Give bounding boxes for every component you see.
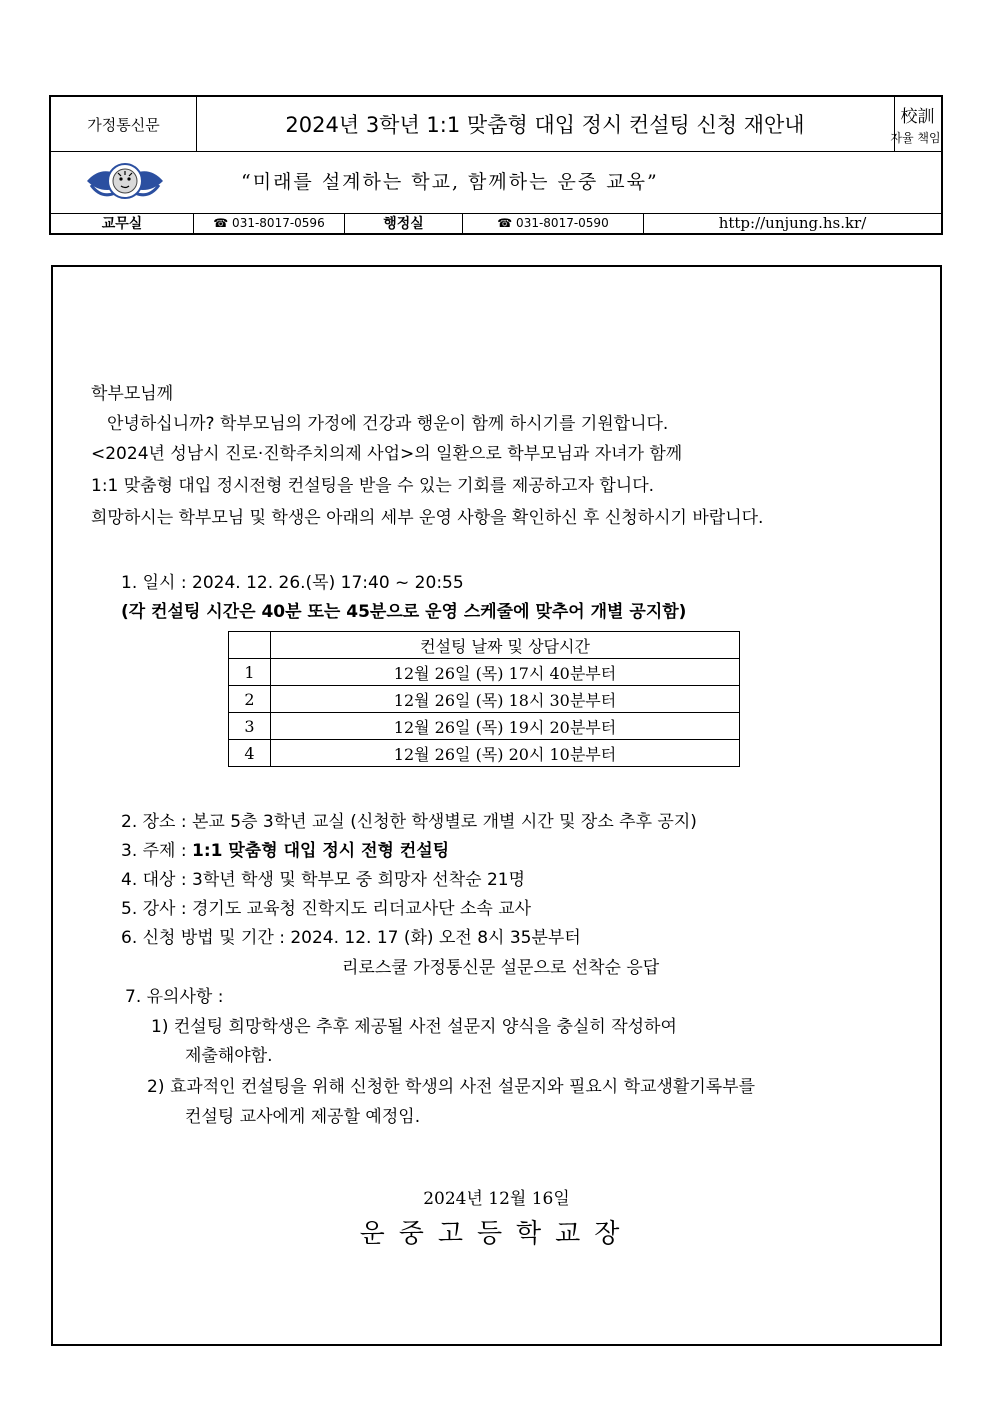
school-logo-icon bbox=[85, 159, 165, 205]
note-2-cont: 컨설팅 교사에게 제공할 예정임. bbox=[185, 1107, 421, 1127]
note-1: 1) 컨설팅 희망학생은 추후 제공될 사전 설문지 양식을 충실히 작성하여 bbox=[151, 1017, 677, 1037]
paragraph-2: <2024년 성남시 진로·진학주치의제 사업>의 일환으로 학부모님과 자녀가 함께 bbox=[91, 444, 683, 464]
paragraph-1: 안녕하십니까? 학부모님의 가정에 건강과 행운이 함께 하시기를 기원합니다. bbox=[107, 414, 669, 434]
schedule-table bbox=[228, 631, 740, 767]
motto-text: 자율 책임 bbox=[890, 131, 941, 145]
office1-phone: ☎ 031-8017-0596 bbox=[194, 213, 345, 233]
table-row: 1 12월 26일 (목) 17시 40분부터 bbox=[229, 659, 740, 686]
office2-label: 행정실 bbox=[345, 213, 463, 233]
school-motto bbox=[890, 97, 941, 151]
letter-body bbox=[51, 265, 942, 1346]
item-2-location: 2. 장소 : 본교 5층 3학년 교실 (신청한 학생별로 개별 시간 및 장소 추후 공지) bbox=[121, 812, 697, 832]
item-5-instructor: 5. 강사 : 경기도 교육청 진학지도 리더교사단 소속 교사 bbox=[121, 899, 532, 919]
paragraph-3: 1:1 맞춤형 대입 정시전형 컨설팅을 받을 수 있는 기회를 제공하고자 합니다. bbox=[91, 476, 655, 496]
note-1-cont: 제출해야함. bbox=[185, 1046, 273, 1066]
signature: 운중고등학교장 bbox=[359, 1219, 634, 1249]
motto-title: 校訓 bbox=[900, 107, 935, 127]
note-2: 2) 효과적인 컨설팅을 위해 신청한 학생의 사전 설문지와 필요시 학교생활기록부를 bbox=[147, 1077, 756, 1097]
table-header: 컨설팅 날짜 및 상담시간 bbox=[271, 632, 740, 659]
table-header-row bbox=[229, 632, 740, 659]
item-7-notes: 7. 유의사항 : bbox=[125, 987, 224, 1007]
item-6-application: 6. 신청 방법 및 기간 : 2024. 12. 17 (화) 오전 8시 35분부터 bbox=[121, 928, 581, 948]
header-slogan-row bbox=[51, 151, 941, 214]
greeting: 학부모님께 bbox=[91, 384, 174, 404]
contact-row bbox=[51, 213, 941, 233]
table-row: 2 12월 26일 (목) 18시 30분부터 bbox=[229, 686, 740, 713]
item-1-datetime: 1. 일시 : 2024. 12. 26.(목) 17:40 ~ 20:55 bbox=[121, 573, 464, 593]
category-label: 가정통신문 bbox=[51, 97, 197, 151]
item-3-topic: 3. 주제 : 1:1 맞춤형 대입 정시 전형 컨설팅 bbox=[121, 841, 450, 861]
paragraph-4: 희망하시는 학부모님 및 학생은 아래의 세부 운영 사항을 확인하신 후 신청하시기 바랍니다. bbox=[91, 508, 764, 528]
issue-date: 2024년 12월 16일 bbox=[423, 1189, 570, 1209]
office2-phone: ☎ 031-8017-0590 bbox=[463, 213, 644, 233]
office1-label: 교무실 bbox=[51, 213, 194, 233]
newsletter-header bbox=[49, 95, 943, 235]
school-website-link[interactable]: http://unjung.hs.kr/ bbox=[718, 214, 867, 232]
table-row: 3 12월 26일 (목) 19시 20분부터 bbox=[229, 713, 740, 740]
item-1-note: (각 컨설팅 시간은 40분 또는 45분으로 운영 스케줄에 맞추어 개별 공지함) bbox=[121, 602, 687, 622]
page-title: 2024년 3학년 1:1 맞춤형 대입 정시 컨설팅 신청 재안내 bbox=[196, 97, 895, 151]
item-4-target: 4. 대상 : 3학년 학생 및 학부모 중 희망자 선착순 21명 bbox=[121, 870, 526, 890]
school-slogan: “미래를 설계하는 학교, 함께하는 운중 교육” bbox=[241, 171, 659, 193]
header-title-row bbox=[51, 97, 941, 152]
table-row: 4 12월 26일 (목) 20시 10분부터 bbox=[229, 740, 740, 767]
item-6-method: 리로스쿨 가정통신문 설문으로 선착순 응답 bbox=[342, 958, 660, 978]
